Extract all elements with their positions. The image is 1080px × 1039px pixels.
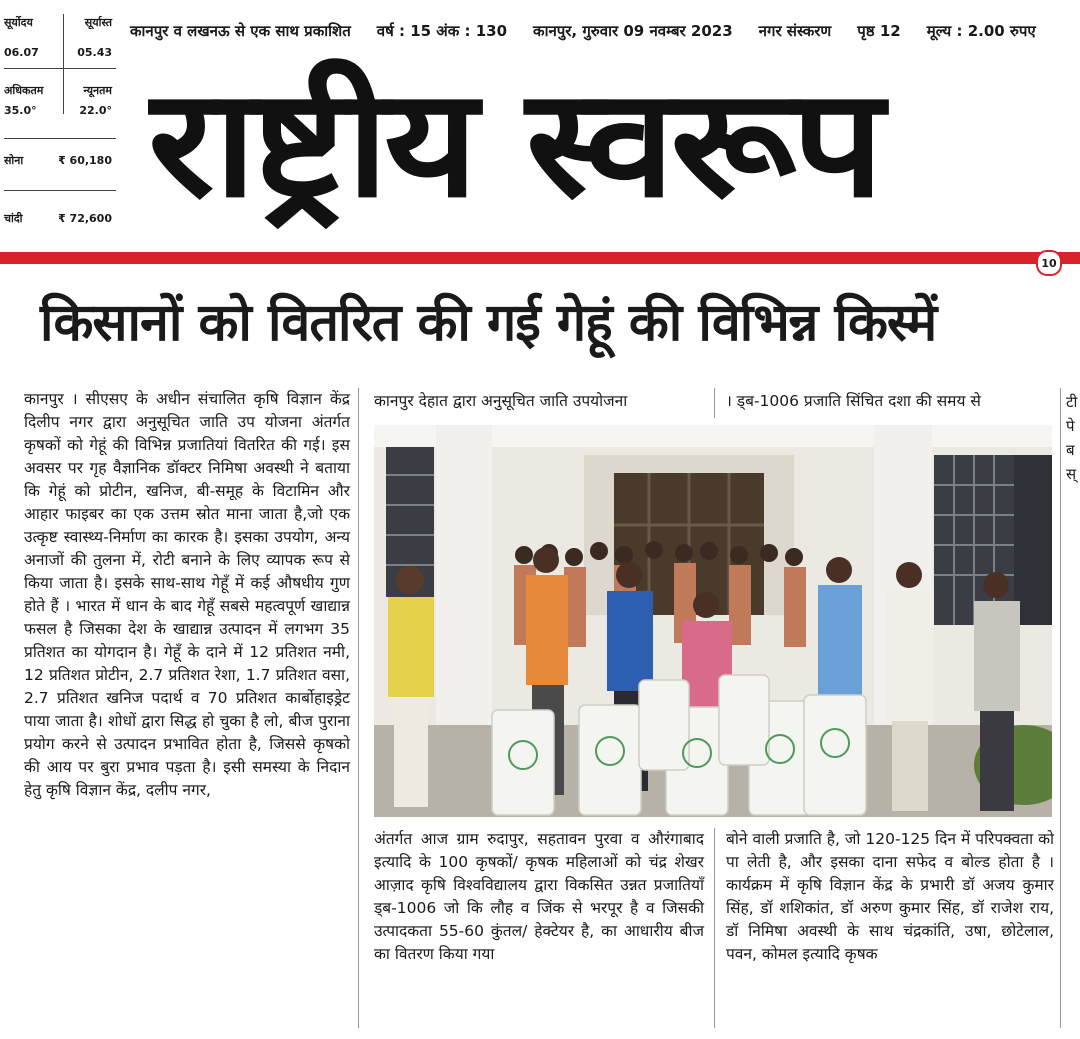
masthead-red-rule <box>0 252 1080 264</box>
page-badge: 10 <box>1036 250 1062 276</box>
article-headline: किसानों को वितरित की गई गेहूं की विभिन्न किस्में <box>40 293 937 353</box>
masthead <box>148 54 1063 239</box>
article-column-1 <box>24 388 350 1028</box>
side-box-divider <box>63 14 64 114</box>
article-column-3-bottom <box>726 828 1054 1028</box>
column-divider <box>358 388 359 1028</box>
published-cities: कानपुर व लखनऊ से एक साथ प्रकाशित <box>130 22 351 40</box>
article-column-2-top <box>374 390 704 416</box>
issue-date: कानपुर, गुरुवार 09 नवम्बर 2023 <box>533 22 733 40</box>
article-text: कानपुर । सीएसए के अधीन संचालित कृषि विज्ञान केंद्र दिलीप नगर द्वारा अनुसूचित जाति उप योजना अंतर्गत कृषकों को गेहूं की विभिन्न प्रजातियां वितरित की गई। इस अवसर पर गृह वैज्ञानिक डॉक्टर निमिषा अवस्थी ने बताया कि गेहूं को प्रोटीन, खनिज, बी-समूह के विटामिन और आहार फाइबर का एक उत्तम स्रोत माना जाता है,जो एक उत्कृष्ट स्वास्थ्य-निर्माण का कारक है। इसका उपयोग, अन्य अनाजों की तुलना में, रोटी बनाने के लिए व्यापक रूप से किया जाता है। इसके साथ-साथ गेहूँ में कई औषधीय गुण होते हैं । भारत में धान के बाद गेहूँ सबसे महत्वपूर्ण खाद्यान्न फसल है जिसका देश के खाद्यान्न उत्पादन में लगभग 35 प्रतिशत का योगदान है। गेहूँ के दाने में 12 प्रतिशत नमी, 12 प्रतिशत प्रोटीन, 2.7 प्रतिशत रेशा, 1.7 प्रतिशत वसा, 2.7 प्रतिशत खनिज पदार्थ व 70 प्रतिशत कार्बोहाइड्रेट पाया जाता है। शोधों द्वारा सिद्ध हो चुका है लो, बीज पुराना प्रयोग करने से उत्पादन प्रभावित होता है, जिससे कृषको की आय पर बुरा प्रभाव पड़ता है। इसी समस्या के निदान हेतु कृषि विज्ञान केंद्र, दलीप नगर, <box>24 390 350 799</box>
page-number: पृष्ठ 12 <box>857 22 901 40</box>
column-divider <box>1060 388 1061 1028</box>
sunset-time: 05.43 <box>77 46 112 59</box>
article-text: । ड्ब-1006 प्रजाति सिंचित दशा की समय से <box>726 392 981 410</box>
sunrise-time: 06.07 <box>4 46 39 59</box>
adjacent-article-fragment <box>1066 390 1080 510</box>
article-column-2-bottom <box>374 828 704 1028</box>
price: मूल्य : 2.00 रुपए <box>926 22 1036 40</box>
column-divider <box>714 828 715 1028</box>
article-photo <box>374 425 1052 817</box>
min-temp: 22.0° <box>79 104 112 117</box>
weather-market-box <box>4 8 124 238</box>
max-temp: 35.0° <box>4 104 37 117</box>
newspaper-name: राष्ट्रीय स्वरूप <box>148 57 880 231</box>
min-temp-label: न्यूनतम <box>83 84 112 97</box>
edition-info-bar <box>130 14 1080 48</box>
sunrise-label: सूर्योदय <box>4 16 33 29</box>
edition-name: नगर संस्करण <box>758 22 832 40</box>
issue-number: वर्ष : 15 अंक : 130 <box>376 22 508 40</box>
article-column-3-top <box>726 390 1054 416</box>
article-text: कानपुर देहात द्वारा अनुसूचित जाति उपयोजना <box>374 392 628 410</box>
sunset-label: सूर्यास्त <box>84 16 112 29</box>
gold-label: सोना <box>4 154 24 167</box>
article-text: बोने वाली प्रजाति है, जो 120-125 दिन में परिपक्वता को पा लेती है, और इसका दाना सफेद व बोल्ड होता है । कार्यक्रम में कृषि विज्ञान केंद्र के प्रभारी डॉ अजय कुमार सिंह, डॉ शशिकांत, डॉ अरुण कुमार सिंह, डॉ राजेश राय, डॉ निमिषा अवस्थी के साथ चंद्रकांति, उषा, छोटेलाल, पवन, कोमल इत्यादि कृषक <box>726 830 1054 963</box>
gold-price: ₹ 60,180 <box>58 154 112 167</box>
article-text: टी पे ब स् <box>1066 393 1078 483</box>
column-divider <box>714 388 715 418</box>
silver-label: चांदी <box>4 212 23 225</box>
silver-price: ₹ 72,600 <box>58 212 112 225</box>
article-text: अंतर्गत आज ग्राम रुदापुर, सहतावन पुरवा व औरंगाबाद इत्यादि के 100 कृषकों/ कृषक महिलाओं को चंद्र शेखर आज़ाद कृषि विश्वविद्यालय द्वारा विकसित उन्नत प्रजातियाँ ड्ब-1006 जो कि लौह व जिंक से भरपूर है व जिसकी उत्पादकता 55-60 कुंतल/ हेक्टेयर है, का आधारीय बीज का वितरण किया गया <box>374 830 704 963</box>
max-temp-label: अधिकतम <box>4 84 44 97</box>
farmers-seed-distribution-photo <box>374 425 1052 817</box>
